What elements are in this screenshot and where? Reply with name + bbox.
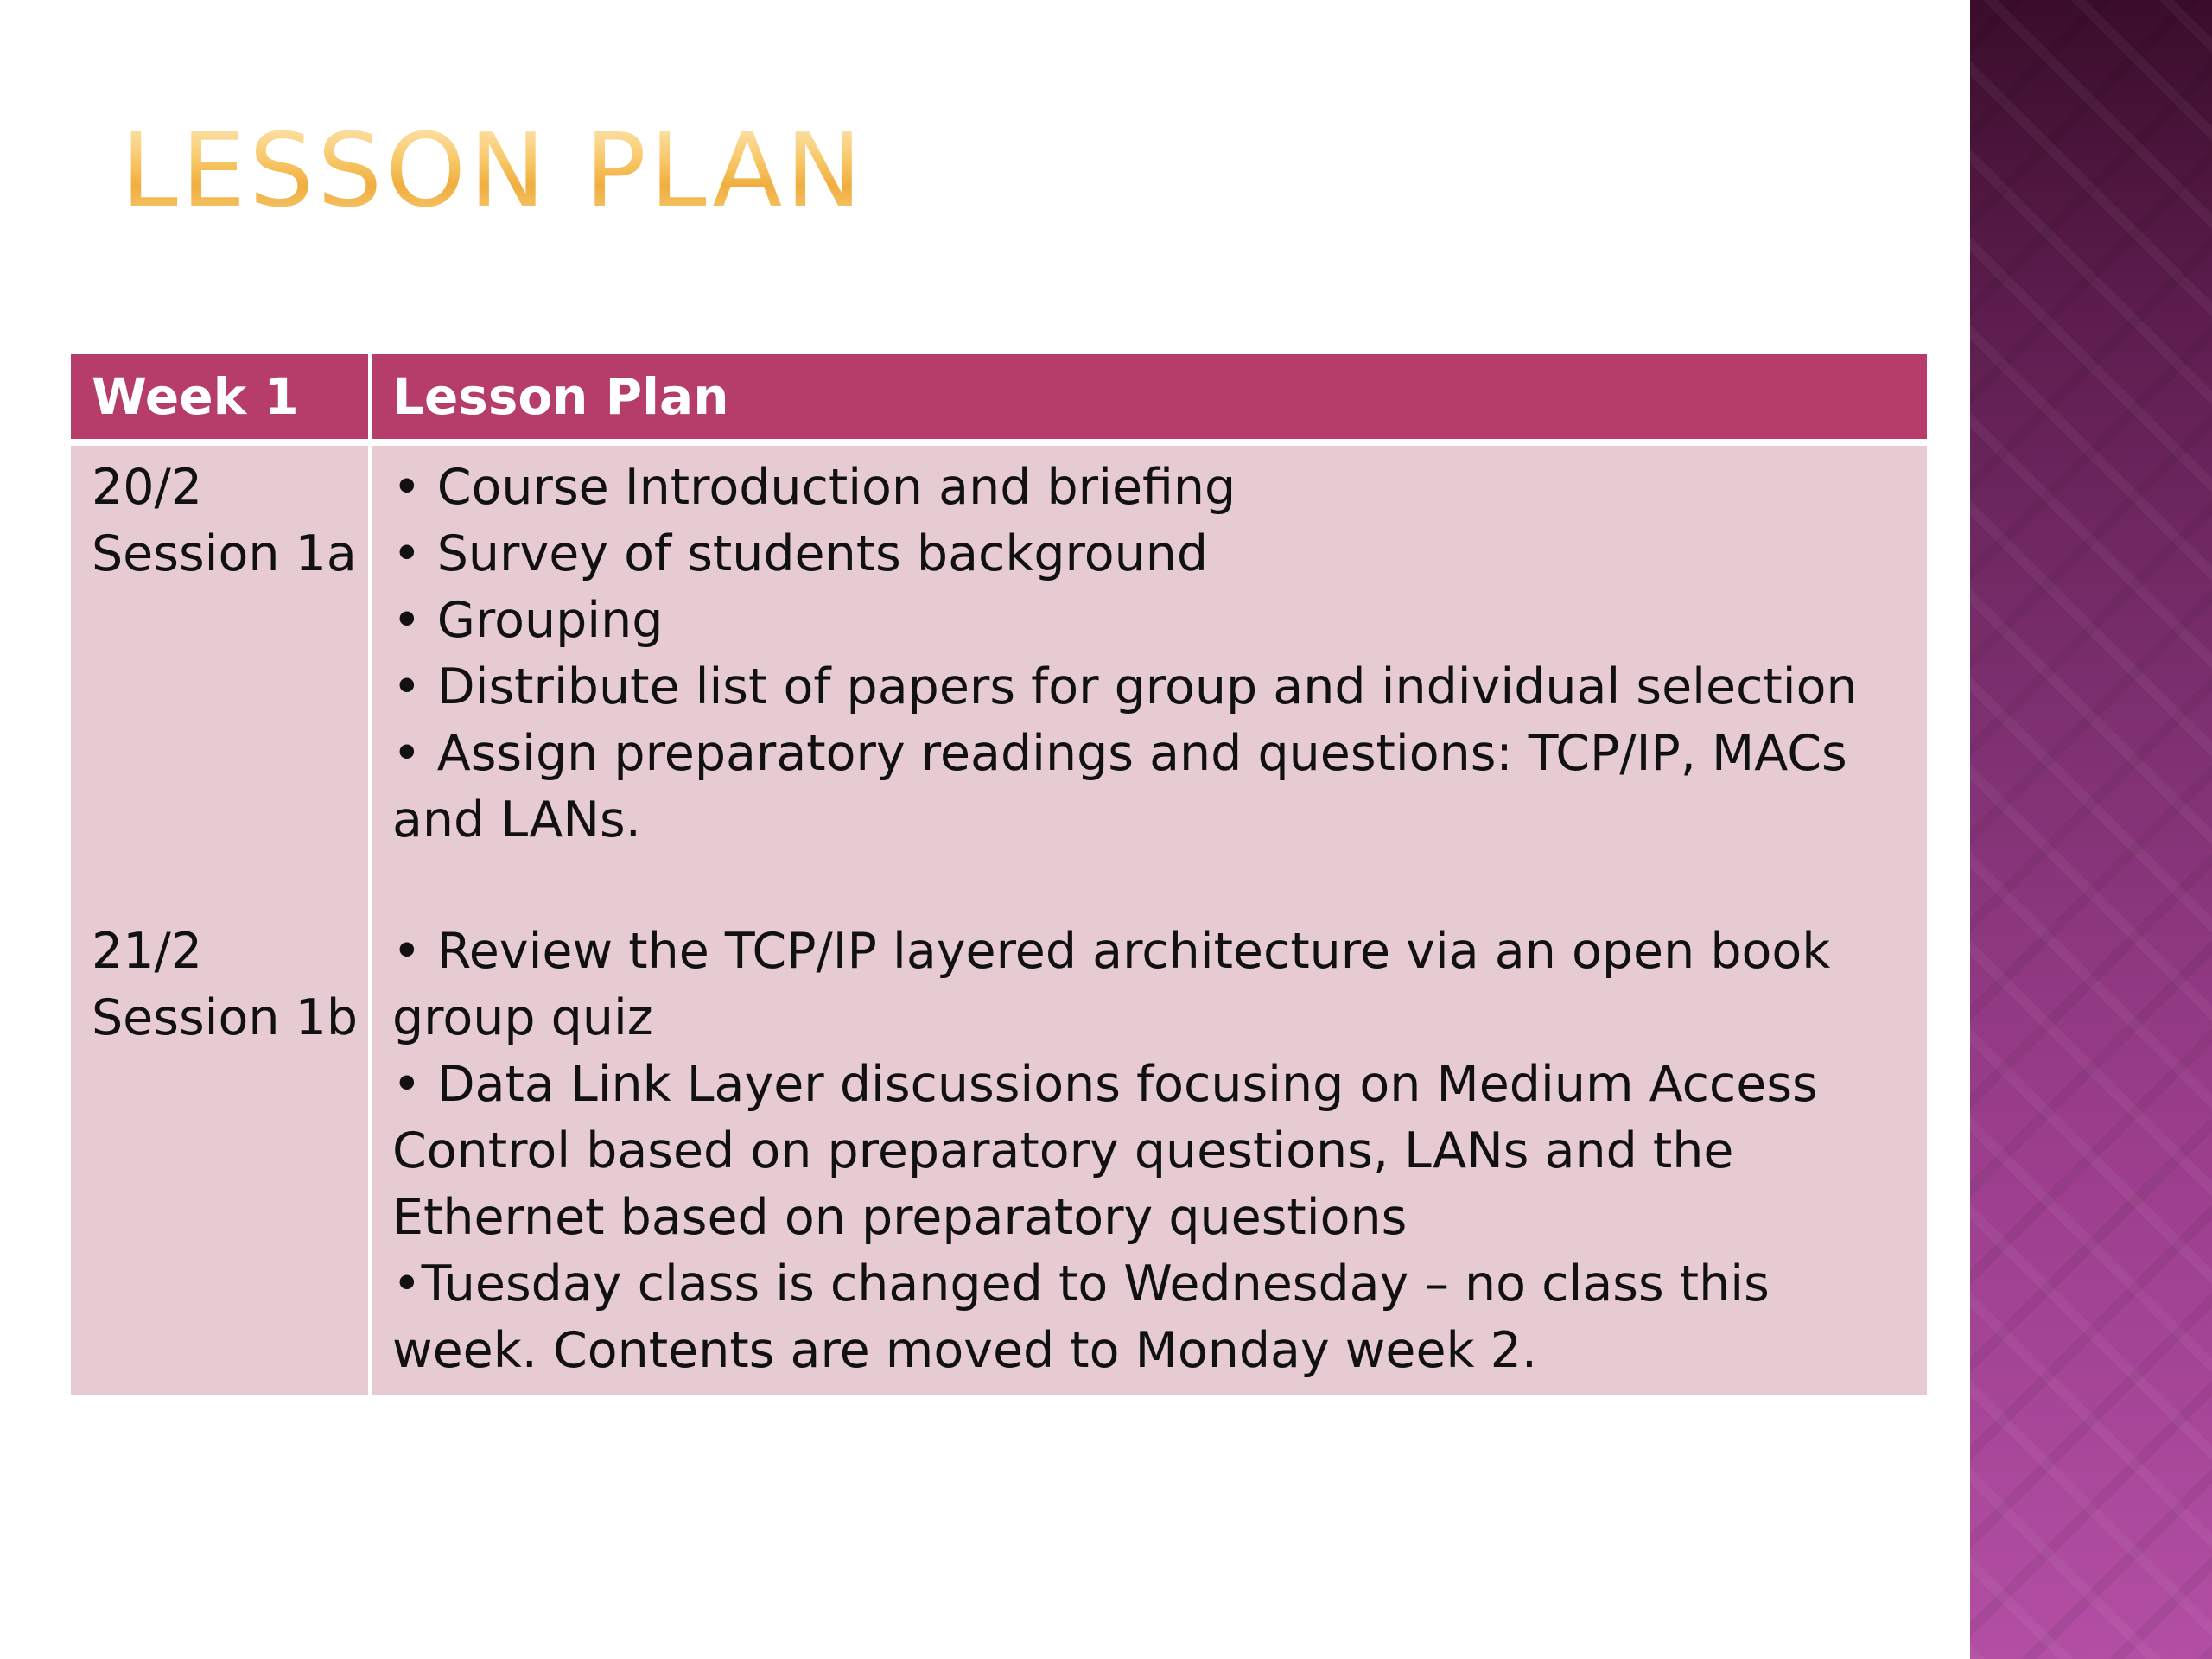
lesson-plan-bullet: • Review the TCP/IP layered architecture via an open book group quiz <box>392 923 1831 1046</box>
session-date: 21/2 <box>92 923 202 980</box>
session-date: 20/2 <box>92 459 202 516</box>
session-1b-info <box>92 918 359 1052</box>
lesson-plan-bullet: • Distribute list of papers for group and individual selection <box>392 658 1858 715</box>
sessions-cell <box>71 446 372 1395</box>
session-label: Session 1b <box>92 989 359 1046</box>
lesson-plan-column-header: Lesson Plan <box>372 354 1927 446</box>
lesson-plan-bullet: •Tuesday class is changed to Wednesday – no class this week. Contents are moved to Monday week 2. <box>392 1255 1770 1379</box>
lesson-plan-bullet: • Course Introduction and briefing <box>392 459 1236 516</box>
lesson-plan-bullet: • Survey of students background <box>392 525 1209 582</box>
slide-title: LESSON PLAN <box>121 105 865 235</box>
lesson-plan-bullet: • Grouping <box>392 592 664 649</box>
lesson-plan-cell <box>372 446 1927 1395</box>
table-row <box>71 446 1927 1395</box>
lesson-plan-table <box>71 354 1927 1395</box>
table-header-row <box>71 354 1927 446</box>
week-column-header: Week 1 <box>71 354 372 446</box>
lesson-plan-bullet: • Assign preparatory readings and questions: TCP/IP, MACs and LANs. <box>392 725 1847 849</box>
session-1a-info <box>92 454 357 918</box>
session-1a-plan <box>392 454 1906 918</box>
decorative-side-band <box>1970 0 2212 1659</box>
session-1b-plan <box>392 918 1906 1384</box>
lesson-plan-bullet: • Data Link Layer discussions focusing on Medium Access Control based on preparatory questions, LANs and the Ethernet based on preparatory questions <box>392 1056 1818 1246</box>
session-label: Session 1a <box>92 525 357 582</box>
